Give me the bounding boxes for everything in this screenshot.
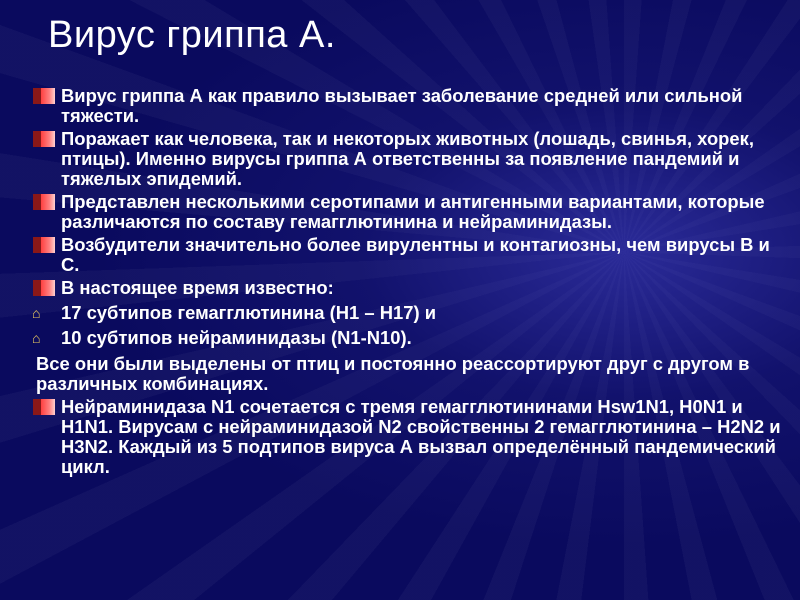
bullet-item xyxy=(30,86,790,126)
red-square-bullet-icon xyxy=(33,88,55,104)
bullet-item xyxy=(30,129,790,189)
bullet-text: Вирус гриппа А как правило вызывает заболевание средней или сильной тяжести. xyxy=(61,85,743,126)
red-square-bullet-icon xyxy=(33,194,55,210)
sub-bullet-icon: ⌂ xyxy=(32,305,41,321)
sub-bullet-text: 17 субтипов гемагглютинина (H1 – H17) и xyxy=(61,302,437,323)
sub-bullet-text: 10 субтипов нейраминидазы (N1-N10). xyxy=(61,327,412,348)
bullet-item xyxy=(30,397,790,477)
red-square-bullet-icon xyxy=(33,280,55,296)
slide-content xyxy=(30,86,790,480)
bullet-text: Поражает как человека, так и некоторых животных (лошадь, свинья, хорек, птицы). Именно вирусы гриппа А ответственны за появление пандемий и тяжелых эпидемий. xyxy=(61,128,754,189)
red-square-bullet-icon xyxy=(33,399,55,415)
red-square-bullet-icon xyxy=(33,131,55,147)
bullet-text: Нейраминидаза N1 сочетается с тремя гемагглютининами Hsw1N1, H0N1 и H1N1. Вирусам с нейраминидазой N2 свойственны 2 гемагглютинина – H2N2 и H3N2. Каждый из 5 подтипов вируса А вызвал определённый пандемический цикл. xyxy=(61,396,781,477)
bullet-item xyxy=(30,278,790,298)
sub-bullet-item xyxy=(30,303,790,323)
plain-paragraph-text: Все они были выделены от птиц и постоянно реассортируют друг с другом в различных комбинациях. xyxy=(36,353,750,394)
bullet-item xyxy=(30,235,790,275)
bullet-text: Возбудители значительно более вирулентны и контагиозны, чем вирусы В и С. xyxy=(61,234,770,275)
bullet-item xyxy=(30,192,790,232)
sub-bullet-icon: ⌂ xyxy=(32,330,41,346)
plain-paragraph xyxy=(30,354,790,394)
bullet-text: Представлен несколькими серотипами и антигенными вариантами, которые различаются по составу гемагглютинина и нейраминидазы. xyxy=(61,191,765,232)
sub-bullet-item xyxy=(30,328,790,348)
bullet-text: В настоящее время известно: xyxy=(61,277,334,298)
red-square-bullet-icon xyxy=(33,237,55,253)
slide-title: Вирус гриппа А. xyxy=(48,14,336,56)
